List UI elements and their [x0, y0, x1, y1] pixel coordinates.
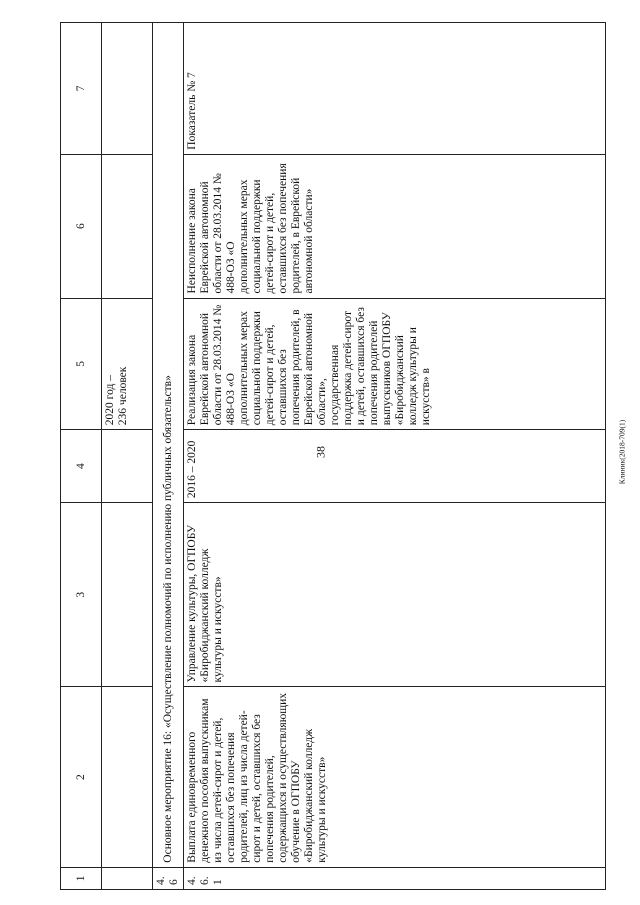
header-cell: 1 — [61, 867, 102, 889]
item-description: Выплата единовременного денежного пособия выпускникам из числа детей-сирот и детей, оставшихся без попечения родителей, лиц из числа детей-сирот и детей, оставшихся без попечения родителей, содержащихся и осуществляющих обучение в ОГПОБУ «Биробиджанский колледж культуры и искусств» — [184, 687, 606, 867]
section-row — [153, 23, 184, 890]
measures-table — [60, 22, 606, 890]
empty-cell — [102, 23, 153, 155]
empty-cell — [102, 154, 153, 298]
table-frame — [60, 22, 606, 890]
page-number: 38 — [313, 446, 328, 458]
rotated-table-wrapper — [60, 22, 606, 890]
item-indicator: Показатель № 7 — [184, 23, 606, 155]
header-cell: 6 — [61, 154, 102, 298]
header-cell: 7 — [61, 23, 102, 155]
item-row — [184, 23, 606, 890]
header-cell: 2 — [61, 687, 102, 867]
file-stamp: Клиник(2018-709(1) — [617, 419, 627, 485]
header-row — [61, 23, 102, 890]
empty-cell — [102, 687, 153, 867]
empty-cell — [102, 503, 153, 687]
section-number: 4.6 — [153, 867, 184, 889]
header-cell: 5 — [61, 298, 102, 430]
item-period: 2016 – 2020 — [184, 430, 606, 503]
header-cell: 3 — [61, 503, 102, 687]
amount-row — [102, 23, 153, 890]
item-executor: Управление культуры, ОГПОБУ «Биробиджанский колледж культуры и искусств» — [184, 503, 606, 687]
item-number: 4.6.1 — [184, 867, 606, 889]
amount-cell: 2020 год – 236 человек — [102, 298, 153, 430]
section-title: Основное мероприятие 16: «Осуществление полномочий по исполнению публичных обязательств» — [153, 23, 184, 868]
item-expected-result: Реализация закона Еврейской автономной области от 28.03.2014 № 488-ОЗ «О дополнительных мерах социальной поддержки детей-сирот и детей, оставшихся без попечения родителей, в Еврейской автономной области», государственная поддержка детей-сирот и детей, оставшихся без попечения родителей выпускников ОГПОБУ «Биробиджанский колледж культуры и искусств» в — [184, 298, 606, 430]
empty-cell — [102, 867, 153, 889]
header-cell: 4 — [61, 430, 102, 503]
empty-cell — [102, 430, 153, 503]
item-consequences: Неисполнение закона Еврейской автономной области от 28.03.2014 № 488-ОЗ «О дополнительных мерах социальной поддержки детей-сирот и детей, оставшихся без попечения родителей, в Еврейской автономной области» — [184, 154, 606, 298]
